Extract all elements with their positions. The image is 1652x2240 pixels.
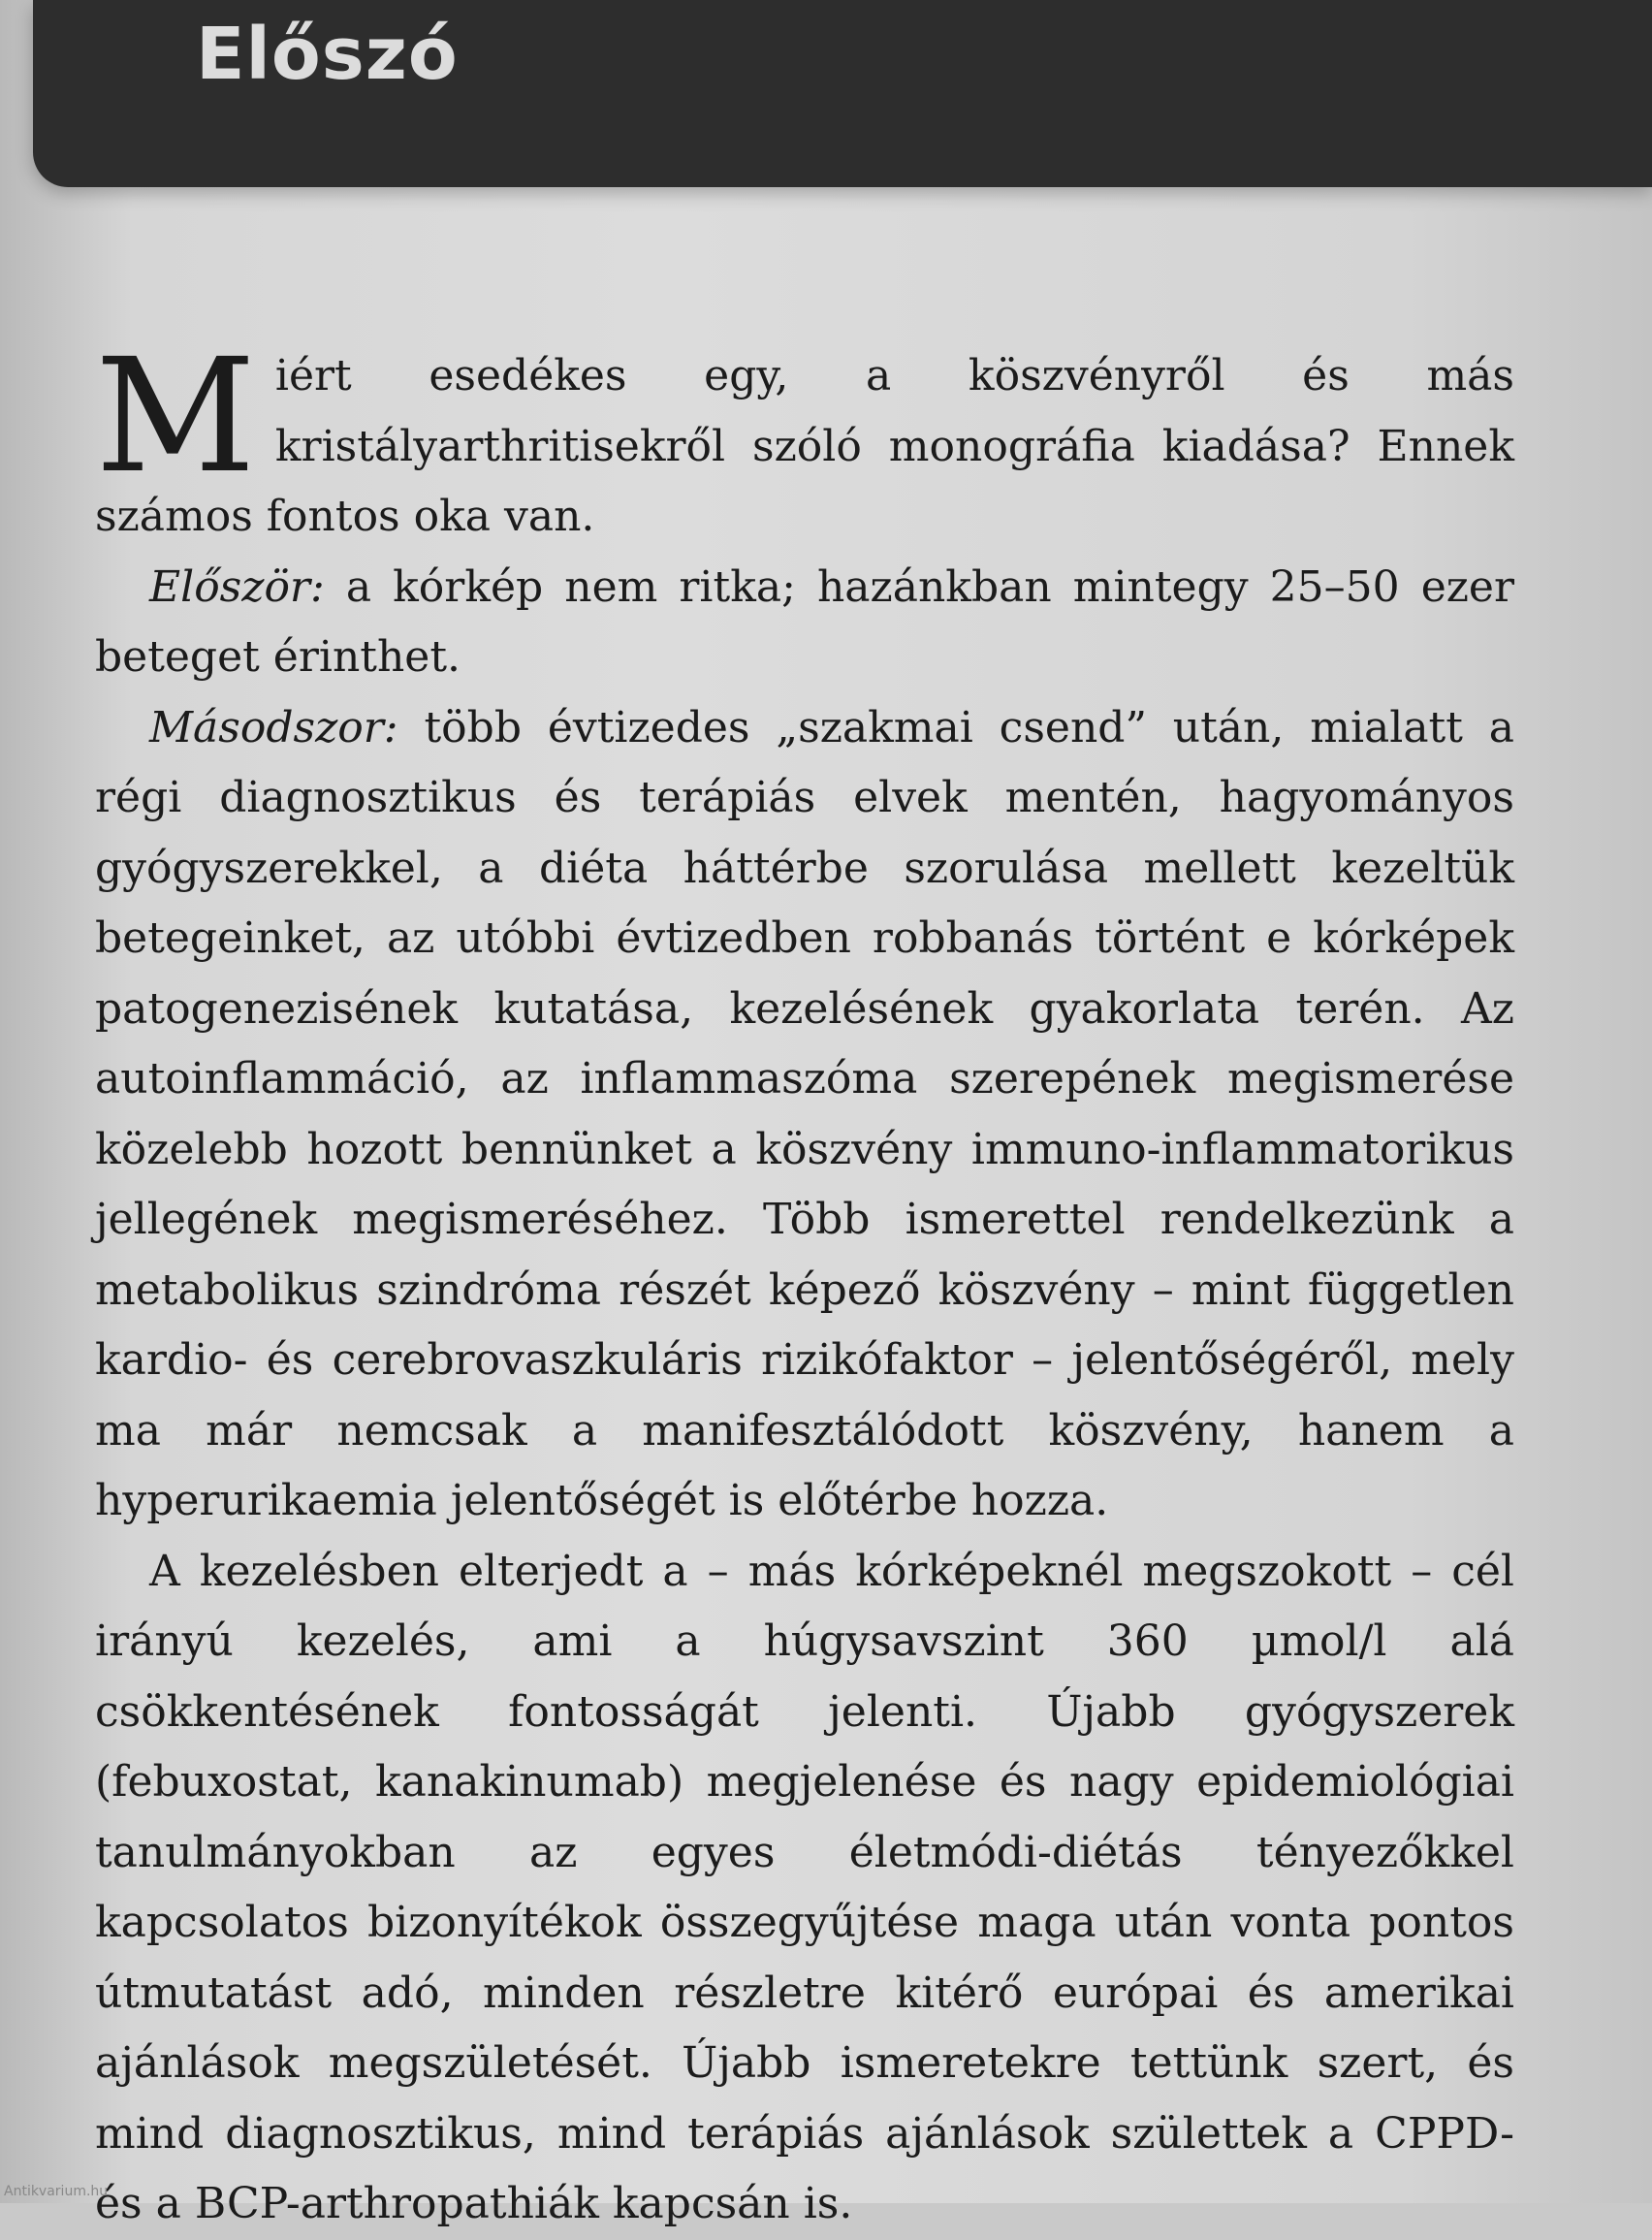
source-watermark: Antikvarium.hu <box>4 2184 109 2199</box>
drop-cap: M <box>95 326 256 508</box>
paragraph-text: több évtizedes „szakmai csend” után, mialatt a régi diagnosztikus és terápiás elvek mentén, hagyományos gyógyszerekkel, a diéta háttérbe szorulása mellett kezeltük betegeinket, az utóbbi évtizedben robbanás történt e kórképek patogenezisének kutatása, kezelésének gyakorlata terén. Az autoinflammáció, az inflammaszóma szerepének megismerése közelebb hozott bennünket a köszvény immuno-inflammatorikus jellegének megismeréséhez. Több ismerettel rendelkezünk a metabolikus szindróma részét képező köszvény – mint független kardio- és cerebrovaszkuláris rizikófaktor – jelentőségéről, mely ma már nemcsak a manifesztálódott köszvény, hanem a hyperurikaemia jelentőségét is előtérbe hozza. <box>95 702 1514 1525</box>
paragraph-text: A kezelésben elterjedt a – más kórképeknél megszokott – cél irányú kezelés, ami a húgysavszint 360 µmol/l alá csökkentésének fontosságát jelenti. Újabb gyógyszerek (febuxostat, kanakinumab) megjelenése és nagy epidemiológiai tanulmányokban az egyes életmódi-diétás tényezőkkel kapcsolatos bizonyítékok összegyűjtése maga után vonta pontos útmutatást adó, minden részletre kitérő európai és amerikai ajánlások megszületését. Újabb ismeretekre tettünk szert, és mind diagnosztikus, mind terápiás ajánlások születtek a CPPD- és a BCP-arthropathiák kapcsán is. <box>95 1546 1514 2228</box>
body-text <box>95 326 1514 2240</box>
paragraph-first-reason <box>95 553 1514 693</box>
paragraph-text: iért esedékes egy, a köszvényről és más kristályarthritisekről szóló monográfia kiadása? Ennek számos fontos oka van. <box>95 351 1514 541</box>
paragraph-intro <box>95 326 1514 553</box>
paragraph-second-reason <box>95 693 1514 1537</box>
paragraph-lead: Először: <box>149 561 325 612</box>
chapter-header-bar <box>33 0 1652 187</box>
paragraph-text: a kórkép nem ritka; hazánkban mintegy 25–50 ezer beteget érinthet. <box>95 561 1514 682</box>
paragraph-lead: Másodszor: <box>149 702 398 752</box>
paragraph-treatment <box>95 1537 1514 2240</box>
chapter-title: Előszó <box>196 13 459 96</box>
